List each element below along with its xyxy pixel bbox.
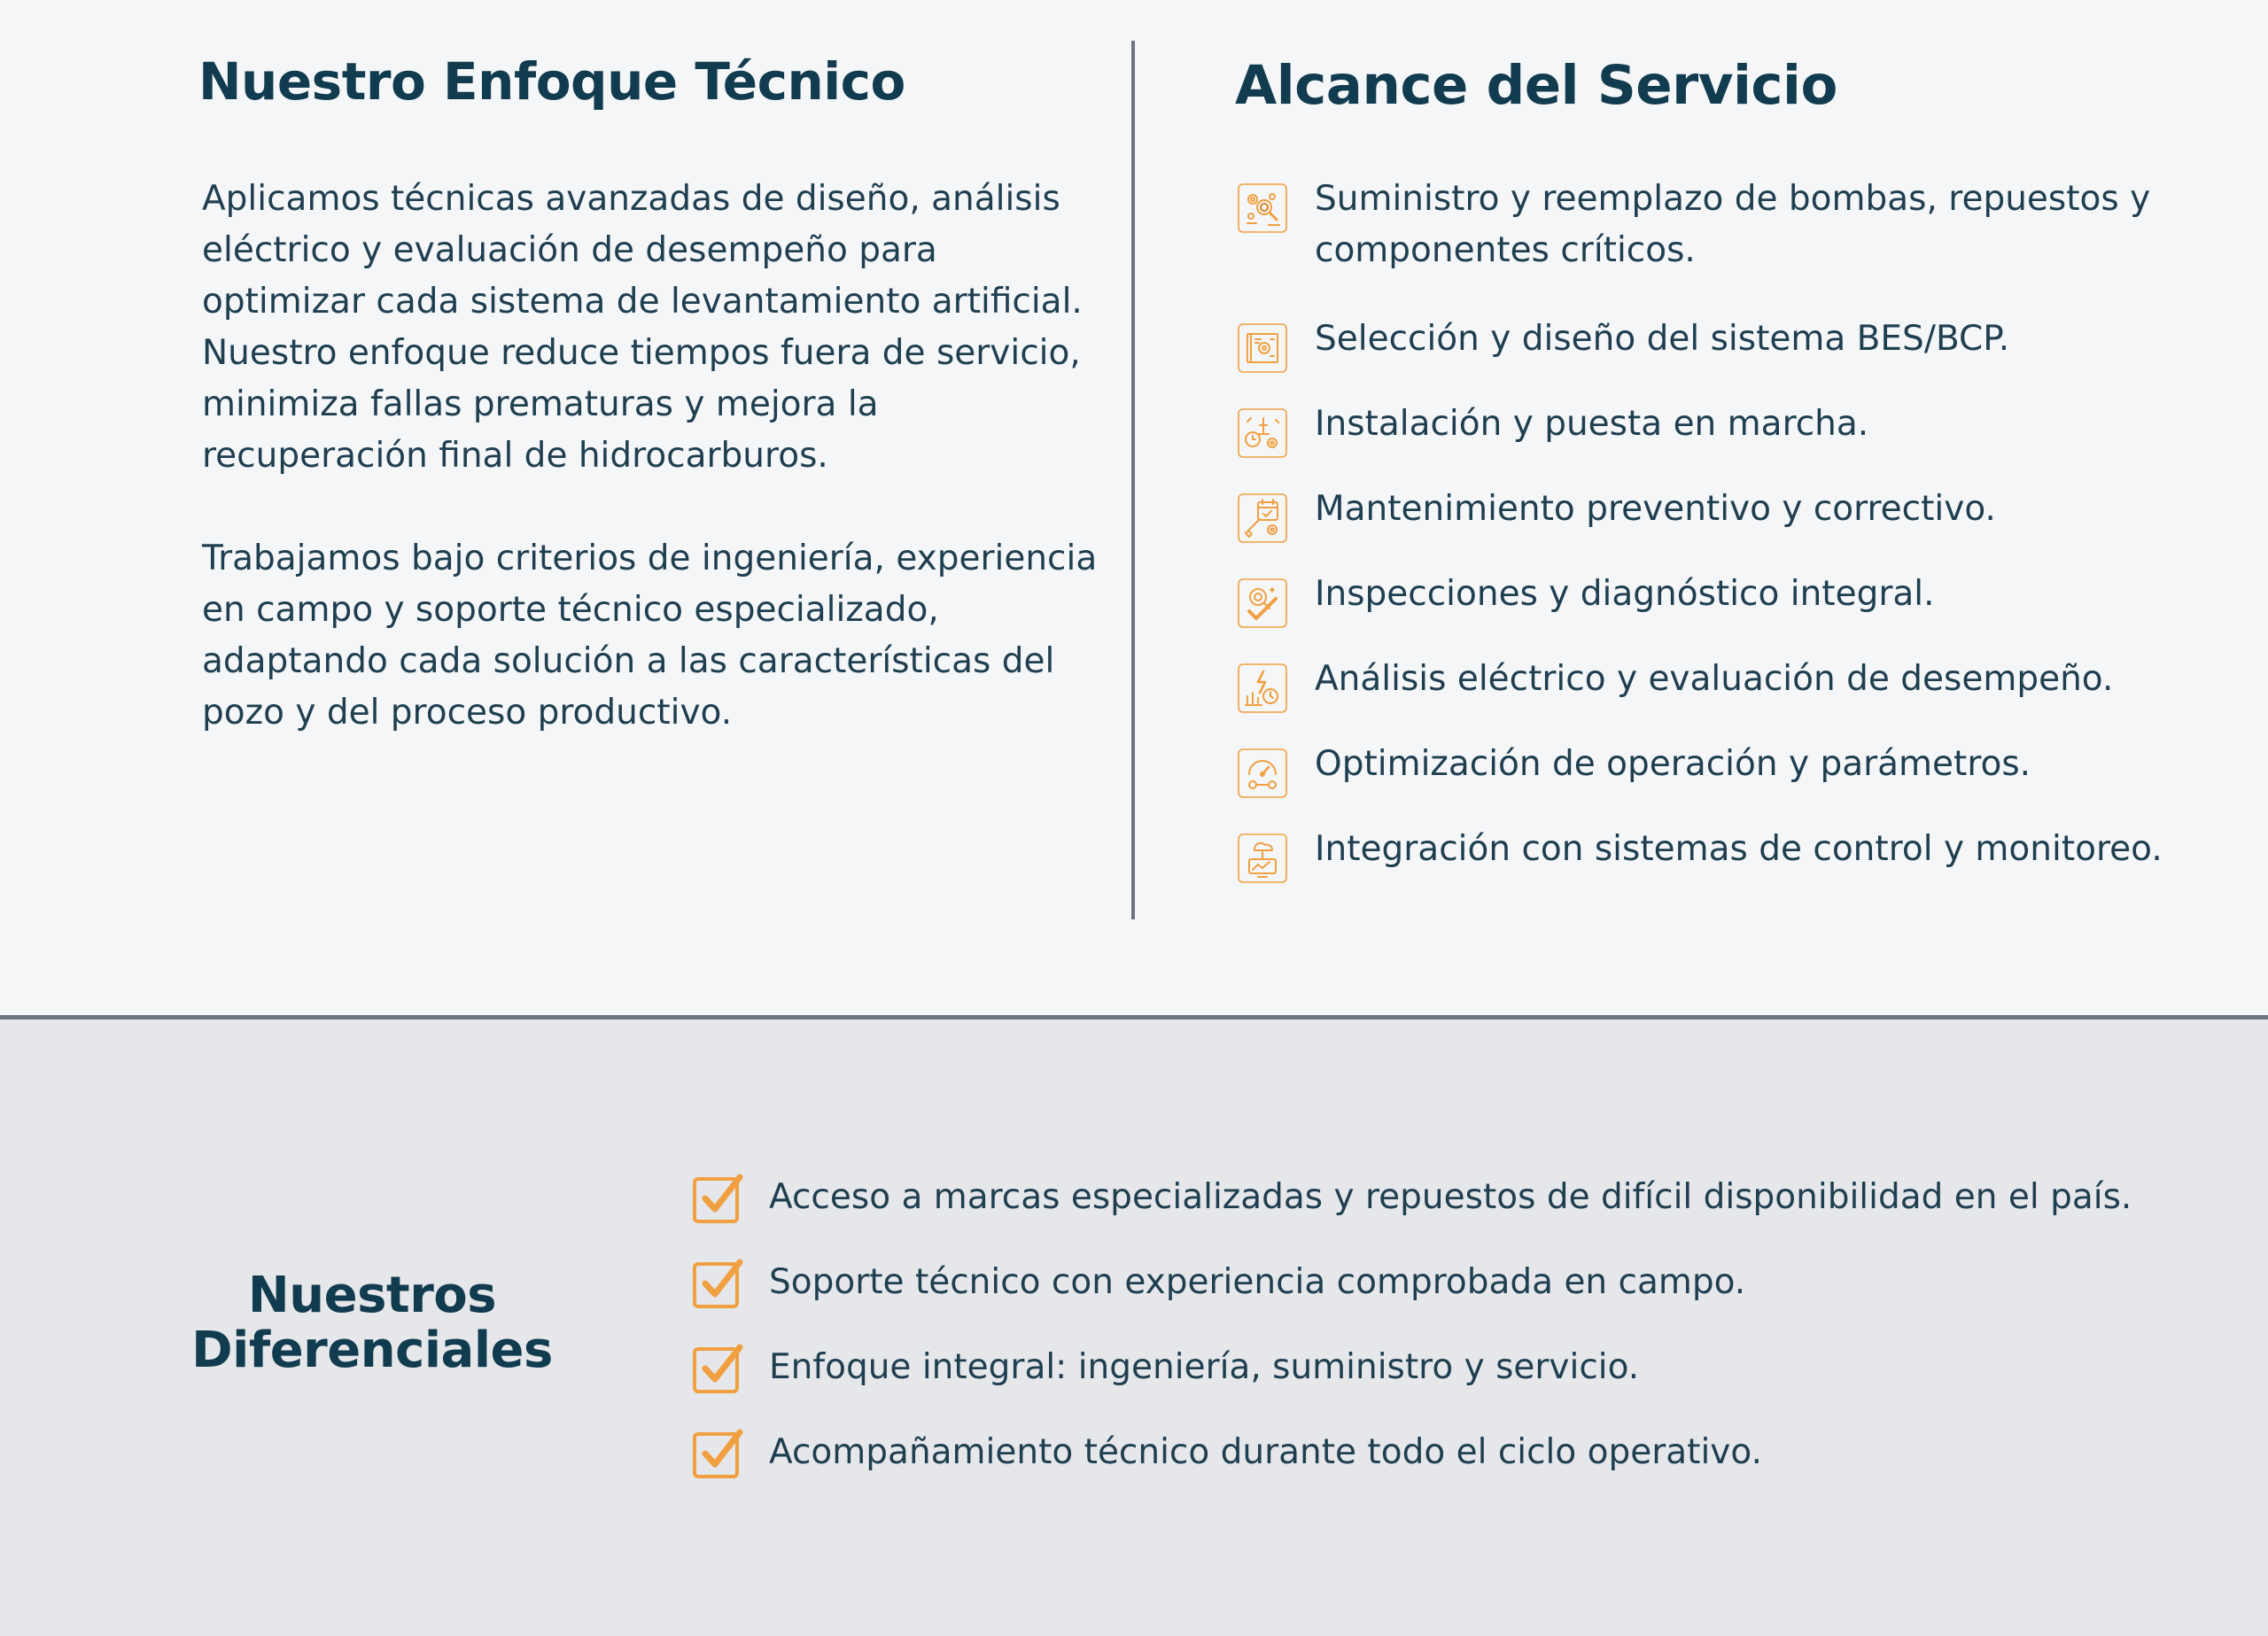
scope-item-label: Instalación y puesta en marcha. — [1315, 404, 1869, 444]
scope-item-label: Mantenimiento preventivo y correctivo. — [1315, 489, 1996, 529]
scope-item-label: Optimización de operación y parámetros. — [1315, 744, 2031, 784]
inspection-check-icon — [1237, 578, 1288, 629]
differentials-title: Nuestros Diferenciales — [191, 1267, 553, 1379]
differential-label: Acompañamiento técnico durante todo el ciclo operativo. — [769, 1432, 1762, 1472]
approach-paragraph: Aplicamos técnicas avanzadas de diseño, análisis eléctrico y evaluación de desempeño para optimizar cada sistema de levantamiento artificial. Nuestro enfoque reduce tiempos fuera de servicio, minimiza fallas prematuras y mejora la recuperación final de hidrocarburos. — [202, 179, 1083, 476]
electrical-analysis-icon — [1237, 663, 1288, 714]
monitoring-integration-icon — [1237, 833, 1288, 884]
scope-item-label: Selección y diseño del sistema BES/BCP. — [1315, 319, 2010, 359]
optimization-gauge-icon — [1237, 748, 1288, 799]
scope-item-label: Análisis eléctrico y evaluación de desempeño. — [1315, 659, 2114, 699]
differential-item — [691, 1340, 2197, 1397]
approach-paragraph: Trabajamos bajo criterios de ingeniería, experiencia en campo y soporte técnico especializado, adaptando cada solución a las características del pozo y del proceso productivo. — [202, 539, 1098, 733]
checkbox-checked-icon — [691, 1255, 748, 1312]
checkbox-checked-icon — [691, 1425, 748, 1482]
maintenance-calendar-icon — [1237, 492, 1288, 544]
checkbox-checked-icon — [691, 1170, 748, 1227]
approach-title: Nuestro Enfoque Técnico — [198, 51, 905, 112]
blueprint-icon — [1237, 322, 1288, 374]
differential-item — [691, 1255, 2197, 1312]
scope-item-label: Suministro y reemplazo de bombas, repuestos y componentes críticos. — [1315, 179, 2151, 270]
differential-label: Acceso a marcas especializadas y repuestos de difícil disponibilidad en el país. — [769, 1177, 2132, 1217]
scope-title: Alcance del Servicio — [1235, 54, 1837, 117]
differential-label: Soporte técnico con experiencia comprobada en campo. — [769, 1262, 1746, 1302]
differential-label: Enfoque integral: ingeniería, suministro y servicio. — [769, 1347, 1640, 1387]
checkbox-checked-icon — [691, 1340, 748, 1397]
scope-item-label: Inspecciones y diagnóstico integral. — [1315, 574, 1935, 614]
scope-item-label: Integración con sistemas de control y monitoreo. — [1315, 829, 2163, 869]
differential-item — [691, 1425, 2197, 1482]
approach-body — [202, 174, 1106, 790]
search-gears-icon — [1237, 182, 1288, 234]
column-divider — [1131, 41, 1135, 919]
installation-icon — [1237, 407, 1288, 459]
differential-item — [691, 1170, 2197, 1227]
